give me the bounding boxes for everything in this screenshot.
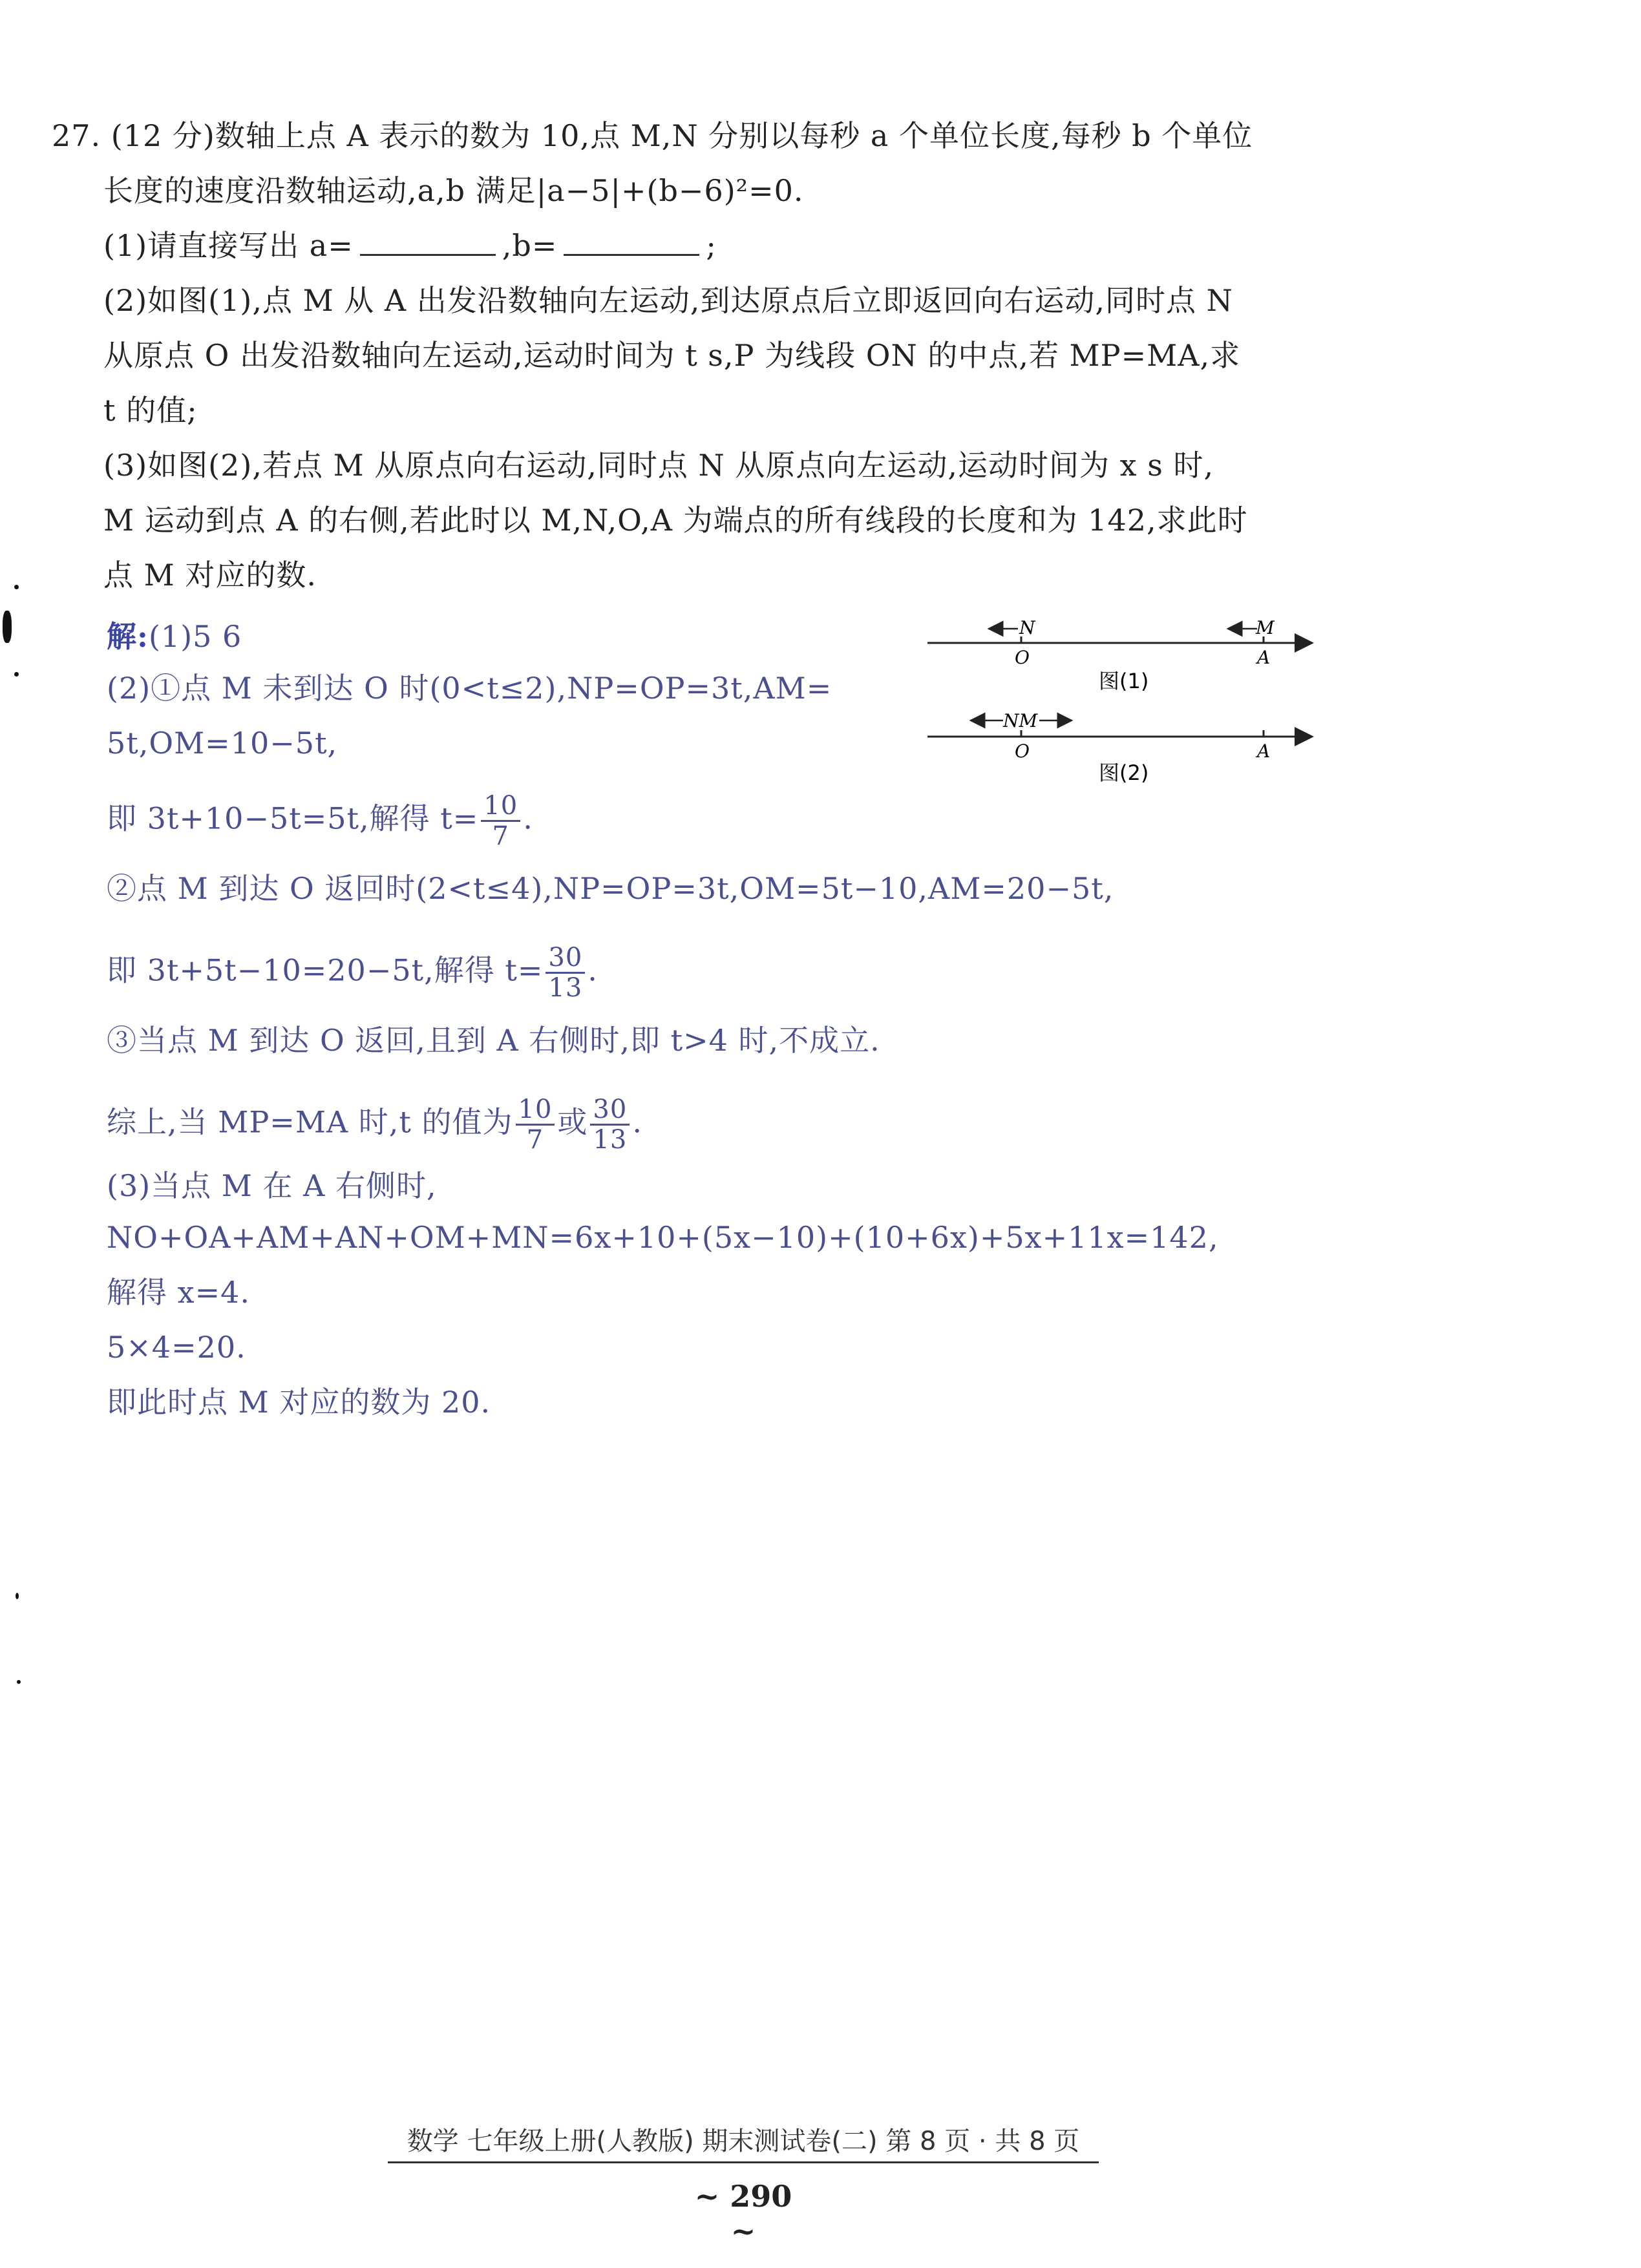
question-line-1 xyxy=(52,116,1253,155)
solution-3-line-1: (3)当点 M 在 A 右侧时, xyxy=(107,1168,437,1203)
or-word: 或 xyxy=(557,1104,588,1140)
question-number: 27. xyxy=(52,118,101,153)
figure-1-label-o: O xyxy=(1015,647,1030,668)
blank-b xyxy=(564,228,699,256)
question-part-3-line-3: 点 M 对应的数. xyxy=(103,558,317,593)
period: . xyxy=(632,1104,642,1140)
figure-2-label-a: A xyxy=(1257,740,1271,762)
solution-2-line-5 xyxy=(107,943,598,1002)
fraction-denominator: 13 xyxy=(548,973,583,1003)
fraction-denominator: 7 xyxy=(492,821,509,851)
number-line-figures xyxy=(924,604,1325,798)
fraction-numerator: 10 xyxy=(516,1095,555,1126)
figure-2-caption: 图(2) xyxy=(1099,761,1149,785)
page-number: ~ 290 ~ xyxy=(694,2179,792,2249)
question-part-1 xyxy=(103,226,717,265)
part1-a-label: (1)请直接写出 a= xyxy=(103,228,354,263)
figure-1-label-m: M xyxy=(1256,617,1275,638)
solution-3-line-3: 解得 x=4. xyxy=(107,1275,250,1310)
figure-1-label-n: N xyxy=(1019,617,1035,638)
solution-2-line-2: 5t,OM=10−5t, xyxy=(107,726,338,761)
solution-2-line-7 xyxy=(107,1095,642,1154)
fraction-numerator: 30 xyxy=(590,1095,630,1126)
fraction-10-7 xyxy=(481,792,520,850)
period: . xyxy=(588,952,598,988)
solution-2-eq-2: 即 3t+5t−10=20−5t,解得 t= xyxy=(107,952,544,988)
fraction-denominator: 13 xyxy=(593,1125,628,1155)
scan-mark xyxy=(3,611,12,643)
scan-mark xyxy=(14,672,19,677)
part1-b-label: ,b= xyxy=(502,228,558,263)
question-part-2-line-2: 从原点 O 出发沿数轴向左运动,运动时间为 t s,P 为线段 ON 的中点,若 MP=MA,求 xyxy=(103,338,1241,373)
part1-end: ; xyxy=(706,228,717,263)
solution-line-1 xyxy=(107,617,242,656)
footer-divider xyxy=(388,2161,1099,2163)
solution-part-1: (1)5 6 xyxy=(148,619,242,654)
fraction-numerator: 10 xyxy=(481,792,520,822)
fraction-numerator: 30 xyxy=(545,943,585,974)
solution-3-line-4: 5×4=20. xyxy=(107,1330,246,1365)
solution-2-line-4: ②点 M 到达 O 返回时(2<t≤4),NP=OP=3t,OM=5t−10,AM=20−5t, xyxy=(107,871,1114,906)
scan-mark xyxy=(16,1593,19,1599)
scan-mark xyxy=(14,585,19,589)
solution-3-line-2: NO+OA+AM+AN+OM+MN=6x+10+(5x−10)+(10+6x)+5x+11x=142, xyxy=(107,1220,1219,1255)
question-text-1: (12 分)数轴上点 A 表示的数为 10,点 M,N 分别以每秒 a 个单位长度,每秒 b 个单位 xyxy=(111,118,1253,153)
scan-mark xyxy=(17,1680,21,1684)
question-part-3-line-2: M 运动到点 A 的右侧,若此时以 M,N,O,A 为端点的所有线段的长度和为 142,求此时 xyxy=(103,503,1248,538)
solution-2-line-3 xyxy=(107,792,533,850)
question-line-2: 长度的速度沿数轴运动,a,b 满足|a−5|+(b−6)²=0. xyxy=(103,173,804,208)
question-part-2-line-3: t 的值; xyxy=(103,393,198,428)
question-part-2-line-1: (2)如图(1),点 M 从 A 出发沿数轴向左运动,到达原点后立即返回向右运动,同时点 N xyxy=(103,283,1233,318)
figure-1-label-a: A xyxy=(1257,647,1271,668)
figure-1-caption: 图(1) xyxy=(1099,669,1149,693)
question-part-3-line-1: (3)如图(2),若点 M 从原点向右运动,同时点 N 从原点向左运动,运动时间为 x s 时, xyxy=(103,448,1214,483)
fraction-30-13 xyxy=(590,1095,630,1154)
page-footer: 数学 七年级上册(人教版) 期末测试卷(二) 第 8 页 · 共 8 页 xyxy=(407,2126,1080,2156)
figure-2-label-nm: NM xyxy=(1003,710,1038,731)
blank-a xyxy=(360,228,496,256)
number-line-svg xyxy=(924,604,1325,798)
fraction-10-7 xyxy=(516,1095,555,1154)
solution-2-summary: 综上,当 MP=MA 时,t 的值为 xyxy=(107,1104,513,1140)
solution-3-line-5: 即此时点 M 对应的数为 20. xyxy=(107,1385,491,1420)
figure-2-label-o: O xyxy=(1015,740,1030,762)
fraction-30-13 xyxy=(545,943,585,1002)
solution-2-line-1: (2)①点 M 未到达 O 时(0<t≤2),NP=OP=3t,AM= xyxy=(107,671,832,706)
fraction-denominator: 7 xyxy=(526,1125,544,1155)
solution-2-line-6: ③当点 M 到达 O 返回,且到 A 右侧时,即 t>4 时,不成立. xyxy=(107,1023,880,1058)
period: . xyxy=(523,801,533,836)
solution-head: 解: xyxy=(107,619,149,654)
solution-2-eq-1: 即 3t+10−5t=5t,解得 t= xyxy=(107,801,479,836)
